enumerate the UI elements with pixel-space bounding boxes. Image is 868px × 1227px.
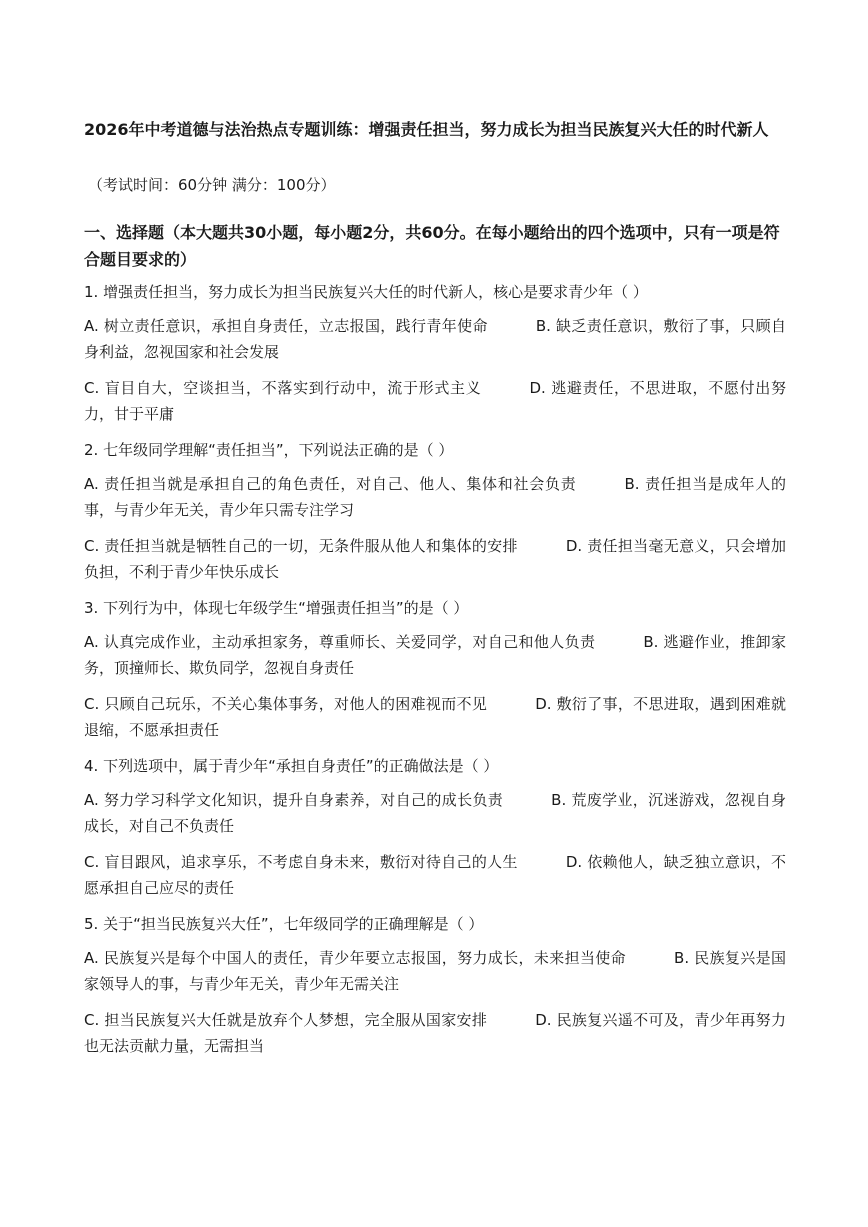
- question-stem: 5. 关于“担当民族复兴大任”，七年级同学的正确理解是（ ）: [84, 915, 484, 933]
- option-b: B. 民族复兴是国家领导人的事，与青少年无关，青少年无需关注: [84, 949, 786, 993]
- option-b: B. 缺乏责任意识，敷衍了事，只顾自身利益，忽视国家和社会发展: [84, 317, 786, 361]
- question-1: [84, 279, 786, 427]
- option-a: A. 努力学习科学文化知识，提升自身素养，对自己的成长负责: [84, 791, 504, 809]
- options-ab: [84, 629, 786, 681]
- question-3: [84, 595, 786, 743]
- option-d: D. 依赖他人，缺乏独立意识，不愿承担自己应尽的责任: [84, 853, 787, 897]
- options-cd: [84, 533, 786, 585]
- exam-info: （考试时间：60分钟 满分：100分）: [88, 176, 336, 194]
- section-heading: 一、选择题（本大题共30小题，每小题2分，共60分。在每小题给出的四个选项中，只有一项是符合题目要求的）: [84, 223, 780, 269]
- option-b: B. 责任担当是成年人的事，与青少年无关，青少年只需专注学习: [84, 475, 786, 519]
- option-a: A. 认真完成作业，主动承担家务，尊重师长、关爱同学，对自己和他人负责: [84, 633, 596, 651]
- document-page: [84, 116, 786, 1069]
- question-2: [84, 437, 786, 585]
- option-c: C. 盲目自大，空谈担当，不落实到行动中，流于形式主义: [84, 379, 482, 397]
- options-ab: [84, 313, 786, 365]
- option-c: C. 盲目跟风，追求享乐，不考虑自身未来，敷衍对待自己的人生: [84, 853, 518, 871]
- options-cd: [84, 375, 786, 427]
- options-cd: [84, 849, 786, 901]
- document-title: 2026年中考道德与法治热点专题训练：增强责任担当，努力成长为担当民族复兴大任的时代新人: [84, 120, 769, 139]
- option-a: A. 树立责任意识，承担自身责任，立志报国，践行青年使命: [84, 317, 488, 335]
- option-d: D. 责任担当毫无意义，只会增加负担，不利于青少年快乐成长: [84, 537, 787, 581]
- option-d: D. 民族复兴遥不可及，青少年再努力也无法贡献力量，无需担当: [84, 1011, 786, 1055]
- option-a: A. 民族复兴是每个中国人的责任，青少年要立志报国，努力成长，未来担当使命: [84, 949, 627, 967]
- option-c: C. 只顾自己玩乐，不关心集体事务，对他人的困难视而不见: [84, 695, 488, 713]
- question-stem: 4. 下列选项中，属于青少年“承担自身责任”的正确做法是（ ）: [84, 757, 499, 775]
- options-ab: [84, 945, 786, 997]
- option-b: B. 荒废学业，沉迷游戏，忽视自身成长，对自己不负责任: [84, 791, 786, 835]
- question-stem: 1. 增强责任担当，努力成长为担当民族复兴大任的时代新人，核心是要求青少年（ ）: [84, 283, 648, 301]
- option-c: C. 担当民族复兴大任就是放弃个人梦想，完全服从国家安排: [84, 1011, 488, 1029]
- option-a: A. 责任担当就是承担自己的角色责任，对自己、他人、集体和社会负责: [84, 475, 577, 493]
- question-stem: 2. 七年级同学理解“责任担当”，下列说法正确的是（ ）: [84, 441, 454, 459]
- option-c: C. 责任担当就是牺牲自己的一切，无条件服从他人和集体的安排: [84, 537, 518, 555]
- option-d: D. 敷衍了事，不思进取，遇到困难就退缩，不愿承担责任: [84, 695, 786, 739]
- options-ab: [84, 787, 786, 839]
- option-d: D. 逃避责任，不思进取，不愿付出努力，甘于平庸: [84, 379, 787, 423]
- question-stem: 3. 下列行为中，体现七年级学生“增强责任担当”的是（ ）: [84, 599, 469, 617]
- question-5: [84, 911, 786, 1059]
- options-ab: [84, 471, 786, 523]
- question-4: [84, 753, 786, 901]
- option-b: B. 逃避作业，推卸家务，顶撞师长、欺负同学，忽视自身责任: [84, 633, 786, 677]
- options-cd: [84, 691, 786, 743]
- options-cd: [84, 1007, 786, 1059]
